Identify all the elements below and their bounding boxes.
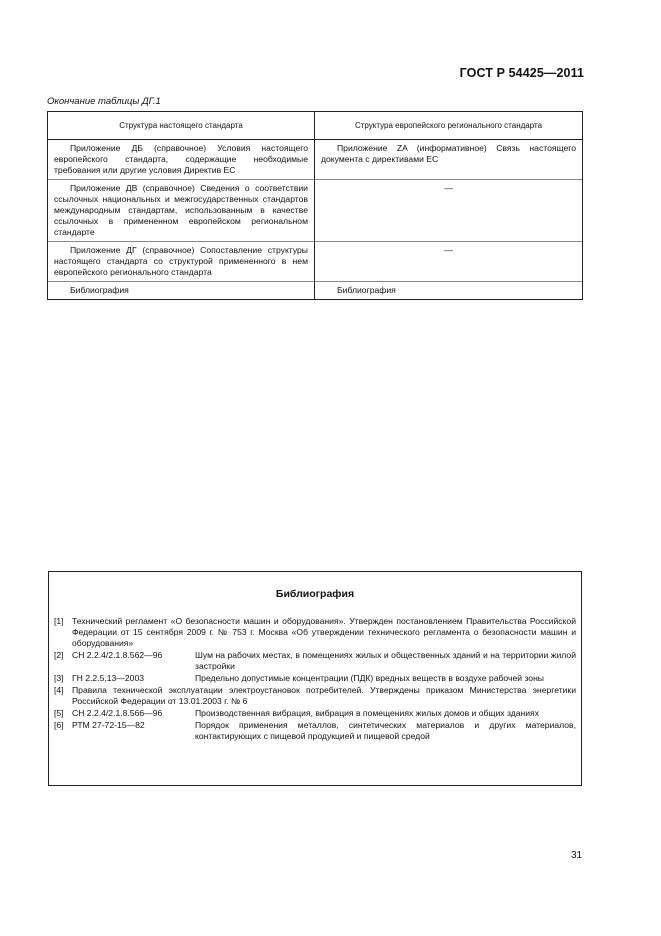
bibliography-entry [54, 616, 576, 649]
table-cell [315, 282, 583, 300]
entry-code: РТМ 27-72-15—82 [72, 720, 145, 730]
cell-text: Приложение ДБ (справочное) Условия настоящего европейского стандарта, содержащие необходимые требования или другие условия Директив ЕС [54, 143, 308, 175]
column-header-european: Структура европейского регионального стандарта [315, 112, 583, 140]
table-caption: Окончание таблицы ДГ.1 [47, 96, 161, 107]
standard-designation: ГОСТ Р 54425—2011 [459, 66, 584, 80]
entry-number: [6] [54, 720, 64, 730]
table-cell [48, 180, 315, 242]
entry-number: [4] [54, 685, 64, 695]
page-number: 31 [571, 850, 583, 861]
table-cell [315, 140, 583, 180]
cell-text: Библиография [70, 285, 129, 295]
bibliography-entry [54, 708, 576, 719]
entry-text: Предельно допустимые концентрации (ПДК) вредных веществ в воздухе рабочей зоны [195, 673, 544, 683]
cell-text: Библиография [337, 285, 396, 295]
entry-code: ГН 2.2.5.13—2003 [72, 673, 145, 683]
table-header-row [48, 112, 583, 140]
entry-number: [5] [54, 708, 64, 718]
table-cell [48, 282, 315, 300]
entry-code: СН 2.2.4/2.1.8.566—96 [72, 708, 163, 718]
entry-text: Правила технической эксплуатации электроустановок потребителей. Утверждены приказом Министерства энергетики Российской Федерации от 13.01.2003 г. № 6 [72, 685, 576, 706]
bibliography-list [54, 616, 576, 743]
bibliography-title: Библиография [275, 588, 355, 600]
cell-text: — [444, 245, 453, 255]
column-header-national: Структура настоящего стандарта [48, 112, 315, 140]
structure-comparison-table [47, 111, 583, 300]
entry-text: Производственная вибрация, вибрация в помещениях жилых домов и общих зданиях [195, 708, 540, 718]
table-row [48, 282, 583, 300]
cell-text: Приложение ZA (информативное) Связь настоящего документа с директивами ЕС [321, 143, 576, 164]
bibliography-section [48, 571, 582, 786]
entry-number: [2] [54, 650, 64, 660]
entry-number: [1] [54, 616, 64, 626]
table-cell [315, 180, 583, 242]
bibliography-entry [54, 673, 576, 684]
cell-text: Приложение ДВ (справочное) Сведения о соответствии ссылочных национальных и межгосударственных стандартов международным стандартам, использованным в качестве ссылочных в примененном европейском региональном стандарте [54, 183, 308, 237]
table-row [48, 242, 583, 282]
cell-text: — [444, 183, 453, 193]
bibliography-entry [54, 720, 576, 742]
bibliography-entry [54, 685, 576, 707]
entry-code: СН 2.2.4/2.1.8.562—96 [72, 650, 163, 660]
table-row [48, 140, 583, 180]
entry-text: Шум на рабочих местах, в помещениях жилых и общественных зданий и на территории жилой застройки [195, 650, 576, 671]
table-cell [315, 242, 583, 282]
entry-text: Технический регламент «О безопасности машин и оборудования». Утвержден постановлением Правительства Российской Федерации от 15 сентября 2009 г. № 753 г. Москва «Об утверждении технического регламента о безопасности машин и оборудования» [72, 616, 576, 648]
bibliography-entry [54, 650, 576, 672]
table-cell [48, 242, 315, 282]
entry-text: Порядок применения металлов, синтетических материалов и других материалов, контактирующих с пищевой продукцией и пищевой средой [195, 720, 576, 741]
entry-number: [3] [54, 673, 64, 683]
cell-text: Приложение ДГ (справочное) Сопоставление структуры настоящего стандарта со структурой примененного в нем европейского регионального стандарта [54, 245, 308, 277]
table-row [48, 180, 583, 242]
table-cell [48, 140, 315, 180]
